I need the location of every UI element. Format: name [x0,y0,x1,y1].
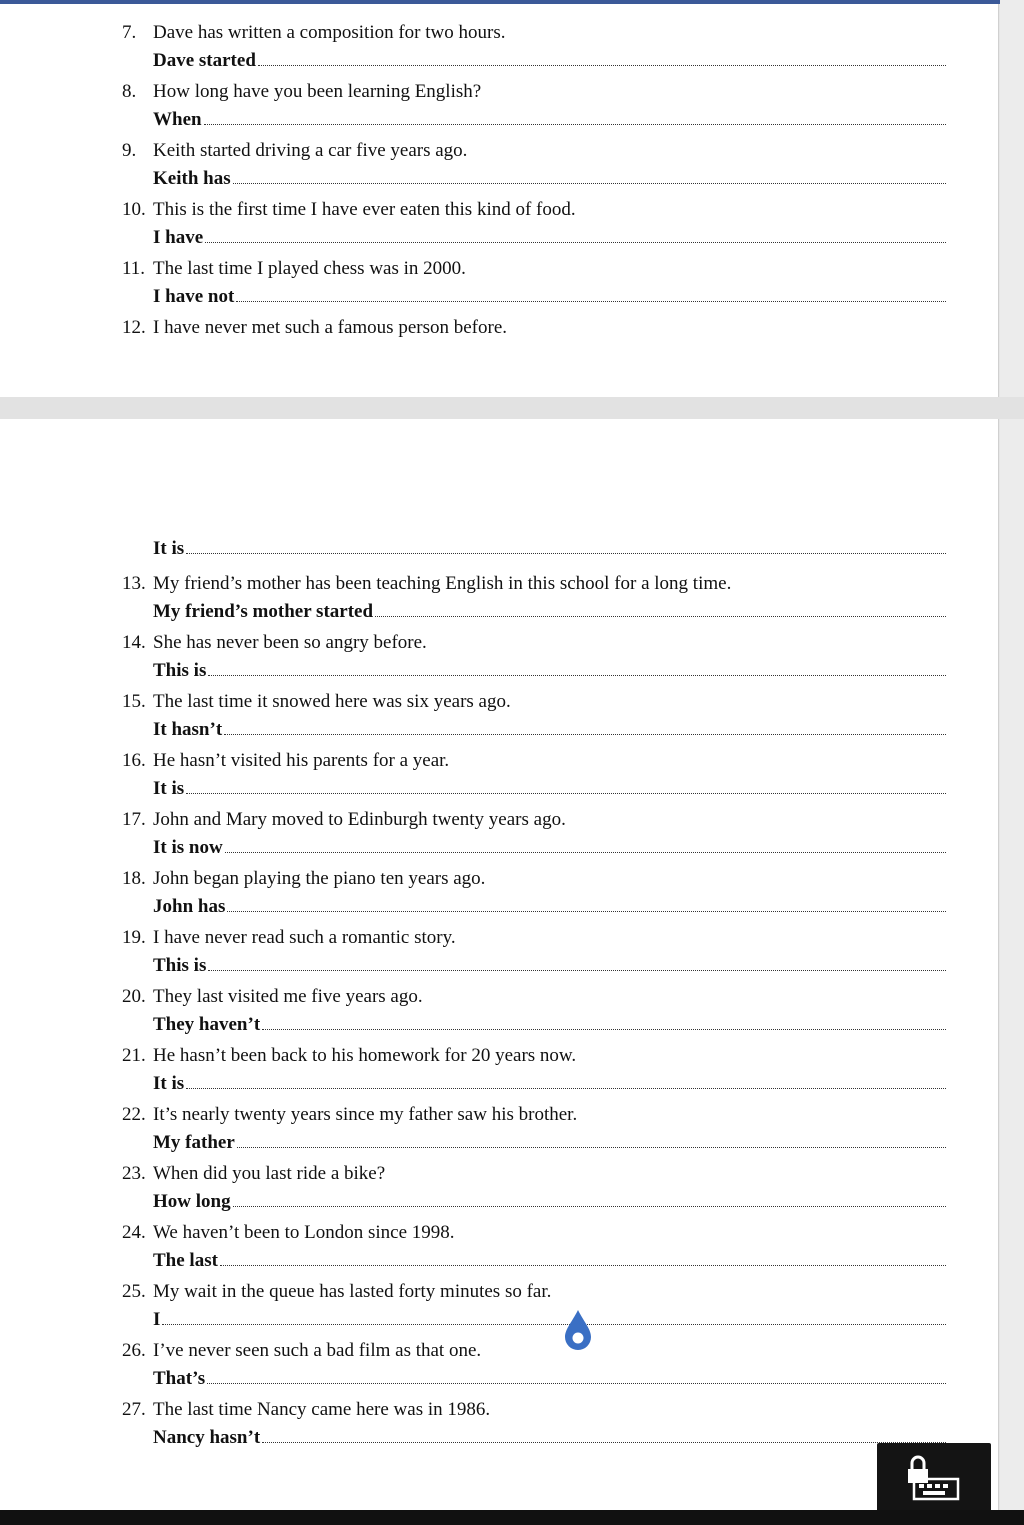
item-question: Dave has written a composition for two hours. [153,22,506,43]
answer-line[interactable] [153,597,946,624]
dotted-blank [237,1128,946,1148]
answer-line[interactable] [153,164,946,191]
item-question: He hasn’t visited his parents for a year. [153,750,450,771]
item-question: It’s nearly twenty years since my father saw his brother. [153,1104,578,1125]
item-number: 20. [122,986,146,1007]
answer-line[interactable] [153,715,946,742]
answer-lead: My friend’s mother started [153,601,374,622]
item-question: He hasn’t been back to his homework for 20 years now. [153,1045,577,1066]
item-number: 17. [122,809,146,830]
dotted-blank [233,164,946,184]
item-number: 12. [122,317,146,338]
item-number: 18. [122,868,146,889]
answer-line[interactable] [153,1010,946,1037]
answer-lead: I have [153,227,204,248]
item-number: 21. [122,1045,146,1066]
item-question: I have never met such a famous person before. [153,317,507,338]
answer-line[interactable] [153,105,946,132]
answer-lead: That’s [153,1368,206,1389]
dotted-blank [262,1010,946,1030]
answer-lead: The last [153,1250,218,1271]
item-number: 9. [122,140,137,161]
dotted-blank [375,597,946,617]
page-separator [0,397,1024,419]
dotted-blank [227,892,946,912]
answer-lead: Keith has [153,168,231,189]
dotted-blank [207,1364,946,1384]
answer-line[interactable] [153,951,946,978]
dotted-blank [220,1246,946,1266]
keyboard-lock-button[interactable] [877,1443,991,1515]
item-question: They last visited me five years ago. [153,986,423,1007]
answer-line[interactable] [153,1187,946,1214]
dotted-blank [186,534,946,554]
document-page-2 [0,419,999,1510]
answer-line[interactable] [153,1423,946,1450]
answer-line[interactable] [153,1364,946,1391]
dotted-blank [236,282,946,302]
dotted-blank [225,833,946,853]
item-number: 16. [122,750,146,771]
dotted-blank [233,1187,946,1207]
answer-lead: I [153,1309,161,1330]
item-number: 25. [122,1281,146,1302]
answer-lead: My father [153,1132,235,1153]
dotted-blank [224,715,946,735]
bottom-bar [0,1510,1024,1525]
answer-lead: Nancy hasn’t [153,1427,261,1448]
answer-line[interactable] [153,534,946,561]
answer-line[interactable] [153,46,946,73]
item-question: John began playing the piano ten years ago. [153,868,486,889]
viewer-right-edge [1000,0,1024,1510]
answer-line[interactable] [153,223,946,250]
item-question: The last time I played chess was in 2000. [153,258,466,279]
answer-lead: It is now [153,837,223,858]
answer-lead: I have not [153,286,235,307]
item-number: 27. [122,1399,146,1420]
answer-lead: It is [153,1073,185,1094]
dotted-blank [186,774,946,794]
answer-line[interactable] [153,282,946,309]
item-number: 15. [122,691,146,712]
item-question: She has never been so angry before. [153,632,427,653]
answer-line[interactable] [153,1069,946,1096]
item-question: Keith started driving a car five years ago. [153,140,468,161]
answer-lead: This is [153,955,207,976]
dotted-blank [258,46,946,66]
item-question: My wait in the queue has lasted forty minutes so far. [153,1281,552,1302]
item-question: My friend’s mother has been teaching English in this school for a long time. [153,573,732,594]
answer-line[interactable] [153,892,946,919]
answer-lead: How long [153,1191,231,1212]
answer-lead: It is [153,778,185,799]
dotted-blank [162,1305,946,1325]
item-question: I have never read such a romantic story. [153,927,456,948]
answer-line[interactable] [153,1128,946,1155]
item-question: When did you last ride a bike? [153,1163,386,1184]
item-question: We haven’t been to London since 1998. [153,1222,455,1243]
answer-lead: It hasn’t [153,719,223,740]
item-number: 14. [122,632,146,653]
keyboard-lock-icon [906,1453,962,1505]
answer-line[interactable] [153,656,946,683]
item-number: 8. [122,81,137,102]
item-number: 23. [122,1163,146,1184]
answer-lead: It is [153,538,185,559]
item-number: 26. [122,1340,146,1361]
dotted-blank [208,656,946,676]
answer-line[interactable] [153,833,946,860]
dotted-blank [204,105,946,125]
answer-lead: They haven’t [153,1014,261,1035]
answer-lead: When [153,109,202,130]
answer-line[interactable] [153,774,946,801]
item-question: The last time Nancy came here was in 1986. [153,1399,491,1420]
answer-lead: John has [153,896,226,917]
item-question: This is the first time I have ever eaten this kind of food. [153,199,576,220]
item-number: 13. [122,573,146,594]
answer-line[interactable] [153,1305,946,1332]
item-number: 10. [122,199,146,220]
item-number: 24. [122,1222,146,1243]
item-number: 7. [122,22,137,43]
item-question: How long have you been learning English? [153,81,482,102]
dotted-blank [208,951,946,971]
item-question: I’ve never seen such a bad film as that one. [153,1340,482,1361]
dotted-blank [186,1069,946,1089]
answer-line[interactable] [153,1246,946,1273]
dotted-blank [262,1423,946,1443]
item-question: The last time it snowed here was six years ago. [153,691,511,712]
item-number: 19. [122,927,146,948]
water-drop-icon[interactable] [562,1308,594,1352]
item-number: 22. [122,1104,146,1125]
item-question: John and Mary moved to Edinburgh twenty years ago. [153,809,566,830]
dotted-blank [205,223,946,243]
item-number: 11. [122,258,146,279]
answer-lead: This is [153,660,207,681]
document-page-1 [0,4,999,397]
answer-lead: Dave started [153,50,256,71]
